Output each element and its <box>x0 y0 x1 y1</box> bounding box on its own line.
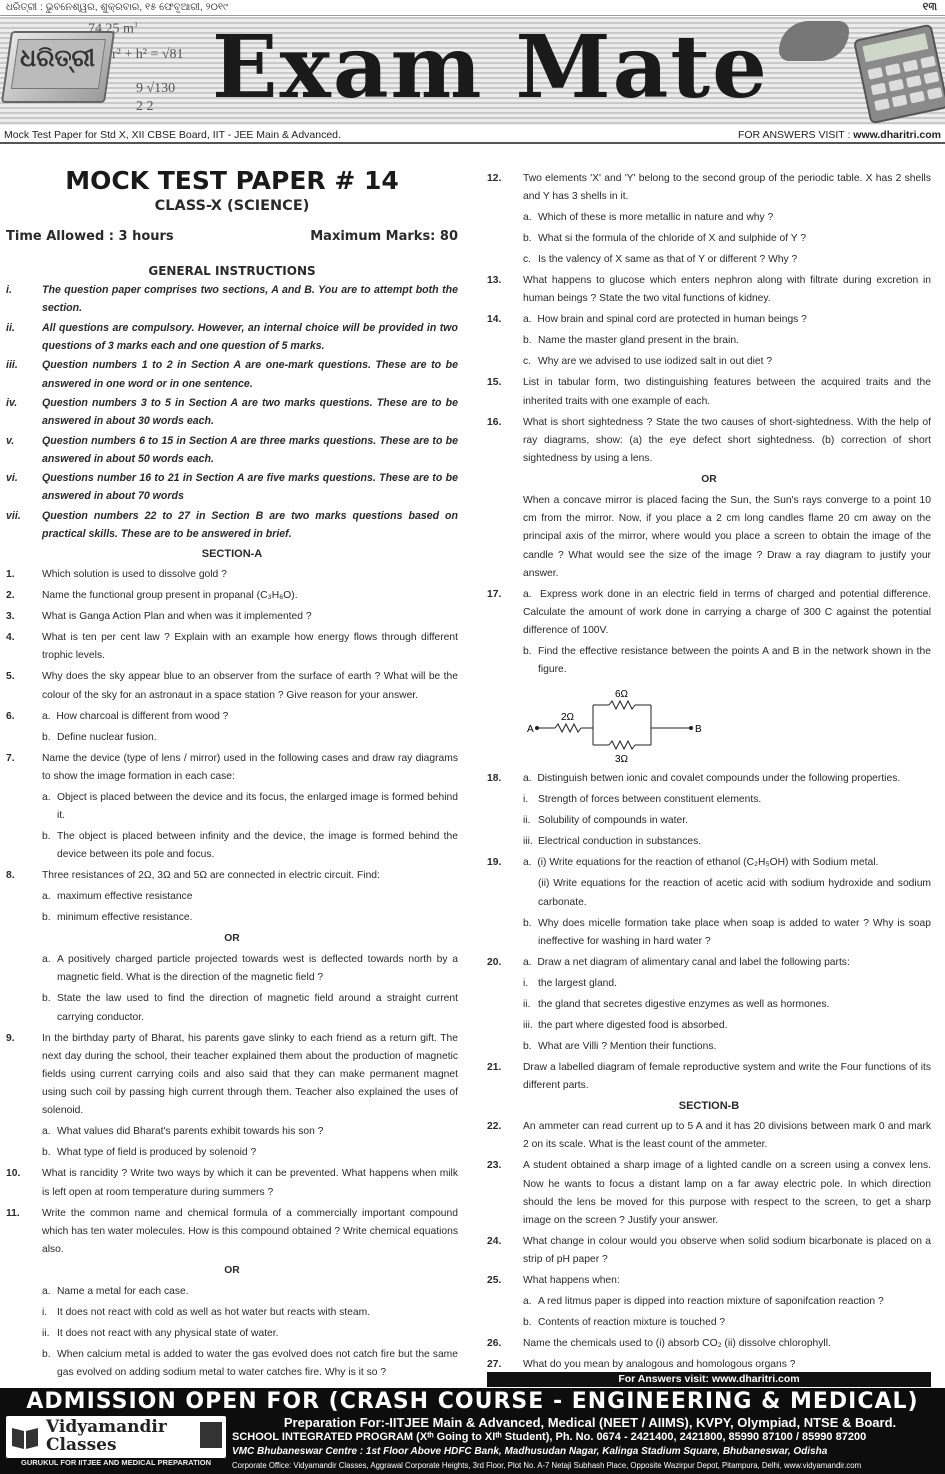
math-doodle: 9 √130 <box>136 81 176 96</box>
instruction-item: iv. Question numbers 3 to 5 in Section A are two marks questions. These are to be answered in about 30 words each. <box>6 396 458 428</box>
sub-question: b. Define nuclear fusion. <box>42 731 157 743</box>
vidyamandir-logo <box>6 1416 226 1458</box>
question: 22. An ammeter can read current up to 5 A and it has 20 divisions between mark 0 and mark 2 on its scale. What is the least count of the ammeter. <box>487 1121 931 1151</box>
sub-question: a. Which of these is more metallic in nature and why ? <box>523 212 774 224</box>
sub-question: ii. the gland that secretes digestive enzymes as well as hormones. <box>523 998 830 1010</box>
brand-name-line2: Classes <box>46 1435 117 1455</box>
question: 17. a. Express work done in an electric field in terms of charged and potential difference. Calculate the amount of work done in carrying a charge of 300 C against the potential difference of 100V. <box>487 588 931 637</box>
answers-visit-bar[interactable]: For Answers visit: www.dharitri.com <box>487 1372 931 1387</box>
instruction-item: iii. Question numbers 1 to 2 in Section A are one-mark questions. These are to be answered in one word or in one sentence. <box>6 359 458 390</box>
page-header-strip <box>0 0 945 16</box>
sub-question: a. Name a metal for each case. <box>42 1286 189 1297</box>
sub-question: c. Why are we advised to use iodized salt in out diet ? <box>523 356 773 368</box>
sub-question: c. Is the valency of X same as that of Y or different ? Why ? <box>523 254 798 266</box>
question: 25. What happens when: <box>487 1275 620 1287</box>
exam-mate-banner <box>0 17 945 125</box>
question: 15. List in tabular form, two distinguishing features between the acquired traits and the inherited traits with one example of each. <box>487 377 931 407</box>
paper-title: MOCK TEST PAPER # 14 <box>65 166 399 195</box>
sub-question: b. When calcium metal is added to water the gas evolved does not catch fire but the same gas evolved on adding sodium metal to water catches fire. Why is it so ? <box>42 1349 458 1379</box>
question: 5. Why does the sky appear blue to an observer from the surface of earth ? What will be the colour of the sky for an astronaut in a space station ? Give reason for your answer. <box>6 671 458 701</box>
question: 4. What is ten per cent law ? Explain with an example how energy flows through different trophic levels. <box>6 632 458 662</box>
sub-question: i. Strength of forces between constituent elements. <box>523 794 762 806</box>
sub-question: i. the largest gland. <box>523 977 617 989</box>
question: 18. a. Distinguish betwen ionic and covalet compounds under the following properties. <box>487 773 901 785</box>
question: 19. a. (i) Write equations for the reaction of ethanol (C₂H₅OH) with Sodium metal. <box>487 857 879 869</box>
dateline: ଧରିତ୍ରୀ : ଭୁବନେଶ୍ୱର, ଶୁକ୍ରବାର, ୧୫ ଫେବୃଆରୀ, ୨୦୧୯ <box>6 2 228 13</box>
sub-question: iii. Electrical conduction in substances. <box>523 836 702 848</box>
question: 23. A student obtained a sharp image of a lighted candle on a screen using a convex lens. Now he wants to focus a distant lamp on a far away electric pole. In which direction should the lens be moved for this purpose with respect to the screen, to get a sharp image on the screen ? Justify your answer. <box>487 1160 931 1227</box>
ad-headline: ADMISSION OPEN FOR (CRASH COURSE - ENGINEERING & MEDICAL) <box>26 1389 919 1414</box>
sub-question: a. Object is placed between the device and its focus, the enlarged image is formed behind it. <box>42 791 458 821</box>
resistor-label: 6Ω <box>615 688 629 700</box>
resistor-label: 3Ω <box>615 753 629 765</box>
question: 6. a. How charcoal is different from wood ? <box>6 710 229 722</box>
sub-question: ii. Solubility of compounds in water. <box>523 815 688 827</box>
question: 11. Write the common name and chemical formula of a commercially important compound which has ten water molecules. How is this compound obtained ? Write chemical equations also. <box>6 1207 458 1255</box>
section-b-heading: SECTION-B <box>678 1100 740 1113</box>
instruction-item: vii. Question numbers 22 to 27 in Section B are two marks questions based on practical skills. These are to be answered in brief. <box>6 509 458 540</box>
banner-title: Exam Mate <box>212 17 769 118</box>
brand-name-line1: Vidyamandir <box>46 1417 167 1437</box>
sub-question: b. What are Villi ? Mention their functions. <box>523 1040 717 1052</box>
question: 27. What do you mean by analogous and homologous organs ? <box>487 1359 796 1371</box>
question: 7. Name the device (type of lens / mirror) used in the following cases and draw ray diagrams to show the image formation in each case: <box>6 752 458 782</box>
resistor-network-diagram <box>487 688 931 768</box>
question: 24. What change in colour would you observe when solid sodium bicarbonate is placed on a strip of pH paper ? <box>487 1236 931 1266</box>
admission-advertisement <box>0 1388 945 1474</box>
instruction-item: i. The question paper comprises two sections, A and B. You are to attempt both the section. <box>6 284 458 315</box>
time-marks-row <box>6 228 458 246</box>
instruction-item: ii. All questions are compulsory. However, an internal choice will be provided in two questions of 3 marks each and one question of 5 marks. <box>6 321 458 352</box>
instruction-item: vi. Questions number 16 to 21 in Section A are five marks questions. These are to be answered in about 70 words <box>6 472 458 503</box>
left-column <box>6 152 458 1382</box>
math-doodle: r² + h² = √81 <box>112 47 184 62</box>
sub-question: b. Name the master gland present in the brain. <box>523 335 739 347</box>
question: 10. What is rancidity ? Write two ways by which it can be prevented. What happens when milk is left open at room temperature during summers ? <box>6 1168 458 1198</box>
book-icon <box>10 1422 40 1452</box>
sub-question: iii. the part where digested food is absorbed. <box>523 1019 728 1031</box>
math-doodle: 2 2 <box>136 99 154 114</box>
question: 2. Name the functional group present in propanal (C₃H₆O). <box>6 590 298 602</box>
or-label: OR <box>224 933 240 945</box>
question: 8. Three resistances of 2Ω, 3Ω and 5Ω are connected in electric circuit. Find: <box>6 870 380 882</box>
sub-question: (ii) Write equations for the reaction of acetic acid with sodium hydroxide and sodium carbonate. <box>538 878 931 908</box>
or-label: OR <box>701 474 717 486</box>
sub-question: b. The object is placed between infinity and the device, the image is formed behind the device between its pole and focus. <box>42 830 458 861</box>
node-b-label: B <box>695 723 702 735</box>
question: 26. Name the chemicals used to (i) absorb CO₂ (ii) dissolve chlorophyll. <box>487 1338 831 1350</box>
question: 20. a. Draw a net diagram of alimentary canal and label the following parts: <box>487 956 850 968</box>
sub-question: b. Contents of reaction mixture is touched ? <box>523 1317 726 1329</box>
sub-question: b. What type of field is produced by solenoid ? <box>42 1147 257 1159</box>
graduate-icon <box>200 1422 222 1448</box>
instruction-item: v. Question numbers 6 to 15 in Section A are three marks questions. These are to be answered in about 50 words each. <box>6 434 458 465</box>
question: When a concave mirror is placed facing the Sun, the Sun's rays converge to a point 10 cm from the mirror. Now, if you place a 2 cm long candles flame 20 cm away on the principal axis of the mirror, where would you place a screen to obtain the image of the candle ? What would see the size of the image ? Draw a ray diagram to justify your answer. <box>523 495 931 579</box>
question: 13. What happens to glucose which enters nephron along with filtrate during excretion in human beings ? State the two vital functions of kidney. <box>487 275 931 305</box>
paper-class: CLASS-X (SCIENCE) <box>154 198 310 214</box>
question: 1. Which solution is used to dissolve gold ? <box>6 569 227 581</box>
math-doodle: 74.25 $m^3$ <box>88 21 138 37</box>
ad-preparation: Preparation For:-IITJEE Main & Advanced, Medical (NEET / AIIMS), KVPY, Olympiad, NTSE & Board. <box>283 1415 897 1430</box>
sub-question: a. What values did Bharat's parents exhibit towards his son ? <box>42 1126 324 1138</box>
sub-question: b. Why does micelle formation take place when soap is added to water ? Why is soap ineffective for washing in hard water ? <box>523 917 931 947</box>
sub-question: b. State the law used to find the direction of magnetic field around a straight current carrying conductor. <box>42 993 458 1023</box>
subheader <box>0 126 945 144</box>
subheader-desc: Mock Test Paper for Std X, XII CBSE Board, IIT - JEE Main & Advanced. <box>4 129 341 141</box>
section-a-heading: SECTION-A <box>201 548 263 561</box>
answers-link[interactable]: FOR ANSWERS VISIT : www.dharitri.com <box>737 129 941 141</box>
right-column <box>487 170 931 1374</box>
sub-question: a. maximum effective resistance <box>42 891 193 903</box>
calculator-icon <box>853 24 945 125</box>
ad-tagline: GURUKUL FOR IITJEE AND MEDICAL PREPARATION <box>20 1458 211 1467</box>
sub-question: a. A red litmus paper is dipped into reaction mixture of saponifcation reaction ? <box>523 1296 884 1308</box>
ad-corporate-office: Corporate Office: Vidyamandir Classes, Aggrawal Corporate Heights, 3rd Floor, Plot No. A-7 Netaji Subhash Place, Opposite Wazirpur Depot, Pitampura, Delhi, www.vidyamandir.com <box>232 1461 862 1470</box>
sub-question: b. minimum effective resistance. <box>42 912 193 924</box>
sub-question: b. What si the formula of the chloride of X and sulphide of Y ? <box>523 233 807 245</box>
question: 14. a. How brain and spinal cord are protected in human beings ? <box>487 314 807 326</box>
node-a-label: A <box>527 723 534 735</box>
ad-centre-address: VMC Bhubaneswar Centre : 1st Floor Above HDFC Bank, Madhusudan Nagar, Kalinga Stadium Square, Bhubaneswar, Odisha <box>232 1446 828 1457</box>
question: 9. In the birthday party of Bharat, his parents gave slinky to each friend as a return gift. The next day during the school, their teacher explained them about the production of magnetic fields using current carrying coils and also said that they can make permanent magnet using such coil by passing high current through them. Teacher also explained the uses of solenoid. <box>6 1032 458 1117</box>
sub-question: a. A positively charged particle projected towards west is deflected towards north by a magnetic field. What is the direction of the magnetic field ? <box>42 954 458 984</box>
or-label: OR <box>224 1265 240 1276</box>
sub-question: b. Find the effective resistance between the points A and B in the network shown in the figure. <box>523 646 931 676</box>
question: 21. Draw a labelled diagram of female reproductive system and write the Four functions of its different parts. <box>487 1061 931 1092</box>
dharitri-logo: ଧରିତ୍ରୀ <box>20 43 95 72</box>
instructions-heading: GENERAL INSTRUCTIONS <box>148 264 316 278</box>
ad-school-program: SCHOOL INTEGRATED PROGRAM (Xᵗʰ Going to XIᵗʰ Student), Ph. No. 0674 - 2421400, 2421800, 85990 87100 / 85990 87200 <box>232 1431 867 1443</box>
question: 12. Two elements 'X' and 'Y' belong to the second group of the periodic table. X has 2 shells and Y has 3 shells in it. <box>487 173 931 203</box>
circuit-svg <box>487 688 931 768</box>
maximum-marks: Maximum Marks: 80 <box>310 229 458 244</box>
page-number: ୧୩ <box>922 1 937 13</box>
hand-icon <box>779 21 849 61</box>
question: 3. What is Ganga Action Plan and when was it implemented ? <box>6 611 312 623</box>
question: 16. What is short sightedness ? State the two causes of short-sightedness. With the help of ray diagrams, show: (a) the eye defect short sightedness. (b) correction of short sightedness by using a lens. <box>487 416 931 465</box>
resistor-label: 2Ω <box>561 711 575 723</box>
sub-question: i. It does not react with cold as well as hot water but reacts with steam. <box>42 1307 371 1318</box>
sub-question: ii. It does not react with any physical state of water. <box>42 1328 279 1339</box>
time-allowed: Time Allowed : 3 hours <box>6 229 174 244</box>
